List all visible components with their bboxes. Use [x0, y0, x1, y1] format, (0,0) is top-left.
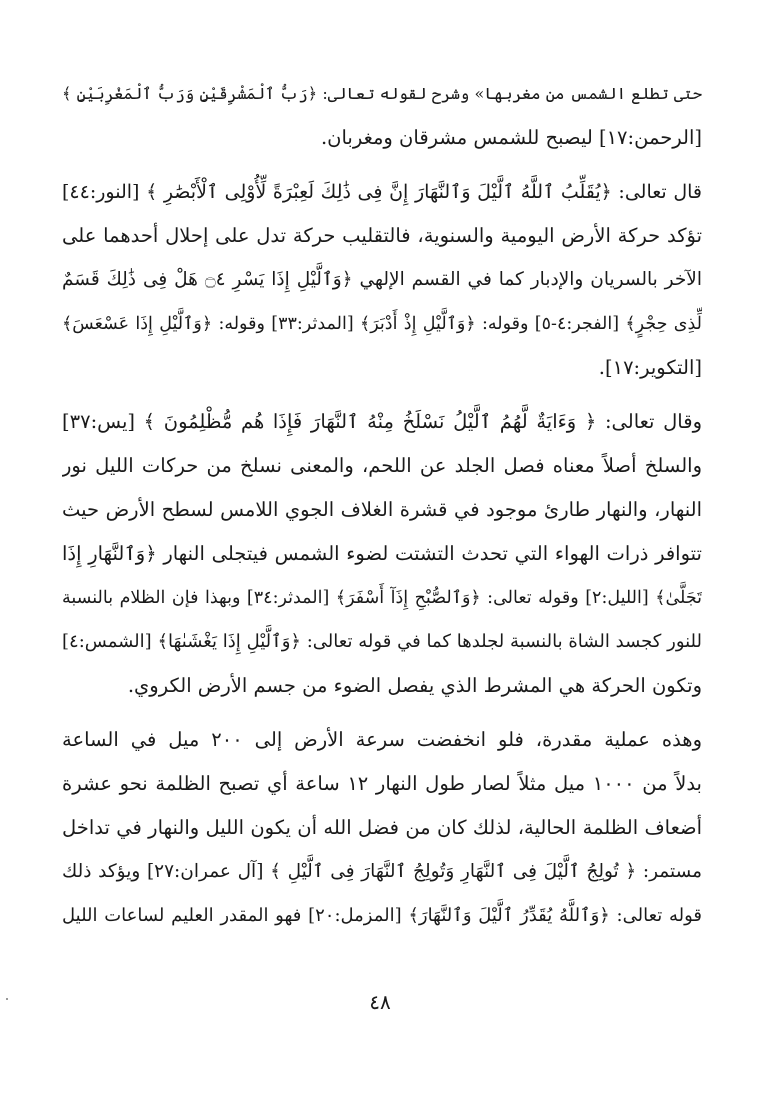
text-line: أضعاف الظلمة الحالية، لذلك كان من فضل الله أن يكون الليل والنهار في تداخل	[62, 816, 702, 839]
text-line: تؤكد حركة الأرض اليومية والسنوية، فالتقليب حركة تدل على إحلال أحدهما على	[62, 224, 702, 247]
text-line: وهذه عملية مقدرة، فلو انخفضت سرعة الأرض إلى ٢٠٠ ميل في الساعة	[62, 728, 702, 751]
paragraph-2	[62, 170, 702, 390]
text-line: تتوافر ذرات الهواء التي تحدث التشتت لضوء الشمس فيتجلى النهار ﴿وَٱلنَّهَارِ إِذَا	[62, 542, 702, 565]
text-line: النهار، والنهار طارئ موجود في قشرة الغلاف الجوي اللامس لسطح الأرض حيث	[62, 498, 702, 521]
text-line: وتكون الحركة هي المشرط الذي يفصل الضوء من جسم الأرض الكروي.	[127, 674, 702, 697]
text-line: قوله تعالى: ﴿وَٱللَّهُ يُقَدِّرُ ٱلَّيْلَ وَٱلنَّهَارَ﴾ [المزمل:٢٠] فهو المقدر العليم لساعات الليل	[62, 905, 702, 926]
text-line: للنور كجسد الشاة بالنسبة لجلدها كما في قوله تعالى: ﴿وَٱلَّيْلِ إِذَا يَغْشَىٰهَا﴾ [الشمس:٤]	[62, 631, 702, 652]
text-line: تَجَلَّىٰ﴾ [الليل:٢] وقوله تعالى: ﴿وَٱلصُّبْحِ إِذَآ أَسْفَرَ﴾ [المدثر:٣٤] وبهذا فإن الظلام بالنسبة	[62, 588, 702, 608]
text-line: والسلخ أصلاً معناه فصل الجلد عن اللحم، والمعنى نسلخ من حركات الليل نور	[62, 454, 702, 477]
paragraph-1	[62, 72, 702, 160]
text-line: مستمر: ﴿ تُولِجُ ٱلَّيْلَ فِى ٱلنَّهَارِ وَتُولِجُ ٱلنَّهَارَ فِى ٱلَّيْلِ ﴾ [آل عمران:٢٧] ويؤكد ذلك	[62, 861, 702, 882]
page-number: ٤٨	[369, 990, 391, 1014]
page-body	[62, 72, 702, 938]
text-line: [التكوير:١٧].	[598, 356, 702, 379]
text-line: وقال تعالى: ﴿ وَءَايَةٌ لَّهُمُ ٱلَّيْلُ نَسْلَخُ مِنْهُ ٱلنَّهَارَ فَإِذَا هُم مُّظْلِمُونَ ﴾ [يس:٣٧]	[62, 410, 702, 433]
text-line: لِّذِى حِجْرٍ﴾ [الفجر:٤-٥] وقوله: ﴿وَٱلَّيْلِ إِذْ أَدْبَرَ﴾ [المدثر:٣٣] وقوله: ﴿وَٱلَّيْلِ إِذَا عَسْعَسَ﴾	[62, 314, 702, 334]
paragraph-3	[62, 400, 702, 708]
text-line: قال تعالى: ﴿يُقَلِّبُ ٱللَّهُ ٱلَّيْلَ وَٱلنَّهَارَ إِنَّ فِى ذَٰلِكَ لَعِبْرَةً لِّأُوْلِى ٱلْأَبْصَٰرِ ﴾ [النور:٤٤]	[62, 181, 702, 203]
text-line: حتى تطلع الشمس من مغربها» وشرح لقوله تعالى: ﴿رَبُّ ٱلْمَشْرِقَيْنِ وَرَبُّ ٱلْمَغْرِبَيْنِ ﴾	[62, 84, 702, 103]
text-line: [الرحمن:١٧] ليصبح للشمس مشرقان ومغربان.	[320, 126, 702, 149]
text-line: بدلاً من ١٠٠٠ ميل مثلاً لصار طول النهار ١٢ ساعة أي تصبح الظلمة نحو عشرة	[62, 772, 702, 795]
paragraph-4	[62, 718, 702, 938]
scan-speck	[6, 998, 8, 1000]
text-line: الآخر بالسريان والإدبار كما في القسم الإلهي ﴿وَٱلَّيْلِ إِذَا يَسْرِ ۝٤ هَلْ فِى ذَٰلِكَ قَسَمٌ	[62, 269, 702, 290]
